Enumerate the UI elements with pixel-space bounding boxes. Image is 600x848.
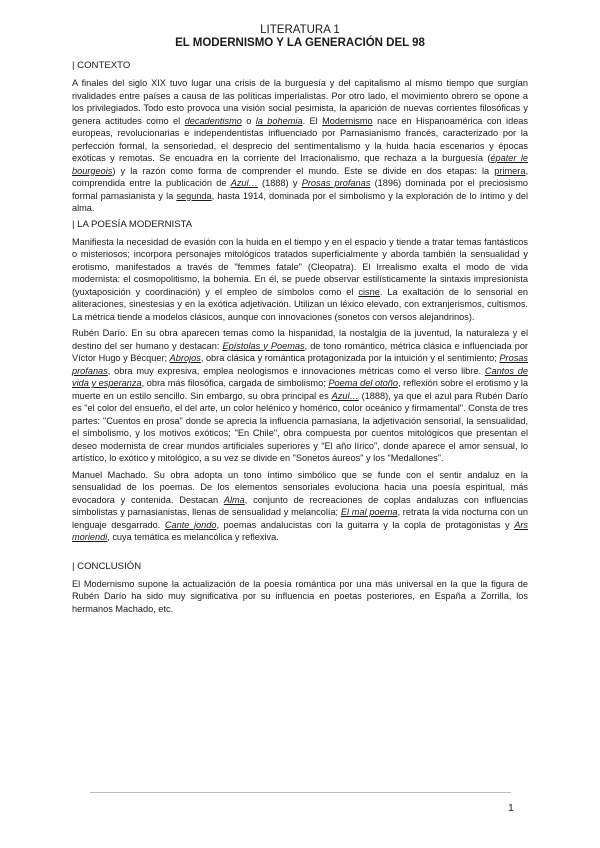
- text-run: Manifiesta la necesidad de evasión con la huida en el tiempo y en el espacio y tiende a tratar temas fantásticos o misteriosos; incorpora personajes mitológicos tratados superficialmente y aborda también la sensualidad y erotismo, manifestados a través de "femmes fatale" (Cleopatra). El Irrealismo exalta el modo de vida modernista: el cosmopolitismo, la bohemia. En él, se puede observar estilísticamente la sintaxis impresionista (yuxtaposición y coordinación) y el empleo de símbolos como el: [72, 236, 528, 297]
- text-run: Manuel Machado. Su obra adopta un tono íntimo simbólico que se funde con el sentir andaluz en la sensualidad de los poemas. De los elementos sensoriales evoluciona hacia una poesía espiritual, más evocadora y contenida. Destacan: [72, 469, 528, 505]
- text-run: , retrata la vida nocturna con un lenguaje desgarrado.: [72, 507, 529, 530]
- text-run: , hasta 1914, dominada por el simbolismo y la exploración de lo íntimo y del alma.: [72, 190, 528, 213]
- term-epater-le-bourgeois: épater le bourgeois: [72, 153, 528, 176]
- conclusion-paragraph: El Modernismo supone la actualización de la poesía romántica por una más universal en la que la figura de Rubén Darío ha sido muy significativa por su influencia en poetas posteriores, en España a Zorrilla, los hermanos Machado, etc.: [72, 578, 528, 614]
- text-run: , obra muy expresiva, emplea neologismos e innovaciones métricas como el verso libre.: [107, 365, 485, 376]
- text-run: Rubén Darío. En su obra aparecen temas como la hispanidad, la nostalgia de la juventud, la naturaleza y el destino del ser humano y destacan:: [72, 328, 528, 351]
- course-label: LITERATURA 1: [260, 24, 340, 36]
- work-alma: Alma: [223, 494, 245, 505]
- footer-divider: [90, 792, 511, 793]
- text-run: o: [241, 115, 256, 126]
- text-run: , poemas andalucistas con la guitarra y la copla de protagonistas y: [216, 519, 515, 530]
- work-poema-del-otono: Poema del otoño: [328, 378, 398, 388]
- work-ars-moriendi: Ars moriendi: [72, 519, 528, 542]
- work-azul: Azul…: [230, 178, 258, 188]
- work-abrojos: Abrojos: [169, 353, 201, 363]
- section-heading-poesia: | LA POESÍA MODERNISTA: [72, 218, 193, 230]
- term-modernismo: Modernismo: [322, 115, 373, 126]
- work-el-mal-poema: El mal poema: [340, 507, 398, 517]
- term-decadentismo: decadentismo: [184, 115, 242, 126]
- text-run: . El: [302, 115, 323, 126]
- term-la-bohemia: la bohemia: [255, 115, 303, 126]
- text-run: , conjunto de recreaciones de coplas andaluzas con influencias simbolistas y parnasianistas, llenas de sensualidad y melancolía;: [72, 494, 528, 517]
- work-cante-jondo: Cante jondo: [164, 519, 217, 530]
- term-primera: primera: [494, 165, 526, 176]
- term-cisne: cisne: [358, 286, 380, 297]
- work-prosas-profanas: Prosas profanas: [72, 353, 528, 376]
- text-run: A finales del siglo XIX tuvo lugar una crisis de la burguesía y del capitalismo al mismo tiempo que surgían rivalidades entre países a causa de las políticas imperialistas. Por otro lado, el movimiento obrero se opone a los privilegiados. Todo esto provoca una visión social pesimista, la aparición de nuevas corrientes filosóficas y genera actitudes como el: [72, 78, 528, 126]
- term-segunda: segunda: [176, 190, 212, 201]
- section-heading-conclusion: | CONCLUSIÓN: [72, 560, 142, 572]
- manuel-machado-paragraph: [72, 469, 528, 544]
- text-run: (1888) y: [257, 178, 302, 188]
- work-prosas-profanas: Prosas profanas: [301, 178, 371, 188]
- section-heading-contexto: | CONTEXTO: [72, 60, 131, 71]
- text-run: . La exaltación de lo sensorial en aliteraciones, sinestesias y en la exótica adjetivación. Utilizan un léxico elevado, con extranjerismos, cultismos. La métrica tiende a modelos clásicos, aunque con innovaciones (sonetos con versos alejandrinos).: [72, 286, 528, 322]
- text-run: nace en Hispanoamérica con ideas europeas, revolucionarias e independentistas influenciado por Parnasianismo francés, caracterizado por la perfección formal, la sensoriedad, el desprecio del sentimentalismo y la huida hacia escenarios y épocas exóticas y remotas. Se encuadra en la corriente del Irracionalismo, que rechaza a la burguesía (: [72, 115, 529, 163]
- work-epistolas-y-poemas: Epístolas y Poemas: [222, 340, 305, 351]
- text-run: , cuya temática es melancólica y reflexiva.: [107, 532, 279, 542]
- ruben-dario-paragraph: [72, 327, 528, 465]
- text-run: , obra más filosófica, cargada de simbolismo;: [141, 378, 329, 388]
- text-run: , de tono romántico, métrica clásica e influenciada por Víctor Hugo y Bécquer;: [72, 340, 528, 363]
- text-run: (1888), ya que el azul para Rubén Darío es "el color del ensueño, el del arte, un color helénico y homérico, color oceánico y firmamental". Consta de tres partes: "Cuentos en prosa" donde se aprecia la influencia parnasiana, la adjetivación sensorial, la sensualidad, el simbolismo, y los motivos exóticos; "En Chile", obra compuesta por cuentos mitológicos que presentan el deseo modernista de crear mundos artificiales superiores y "El año lírico", donde aparece el amor sensual, lo artístico, lo exótico y mitológico, a su vez se divide en "Sonetos áureos" y los "Medallones".: [72, 390, 529, 463]
- work-azul: Azul…: [331, 390, 359, 401]
- text-run: , comprendida entre la publicación de: [72, 165, 528, 188]
- page-number: 1: [508, 802, 514, 814]
- text-run: ) y la razón como forma de comprender el mundo. Este se divide en dos etapas: la: [112, 165, 495, 176]
- document-title: EL MODERNISMO Y LA GENERACIÓN DEL 98: [175, 37, 425, 49]
- work-cantos-de-vida: Cantos de vida y esperanza: [72, 365, 528, 388]
- document-page: [72, 22, 528, 619]
- contexto-paragraph: [72, 77, 528, 215]
- text-run: , obra clásica y romántica protagonizada por la intuición y el sentimiento;: [200, 353, 500, 363]
- text-run: (1896) dominada por el preciosismo formal parnasianista y la: [72, 178, 528, 201]
- poesia-paragraph-1: [72, 236, 528, 324]
- text-run: , reflexión sobre el erotismo y la muerte en un estilo sencillo. Sin embargo, su obra principal es: [72, 378, 529, 401]
